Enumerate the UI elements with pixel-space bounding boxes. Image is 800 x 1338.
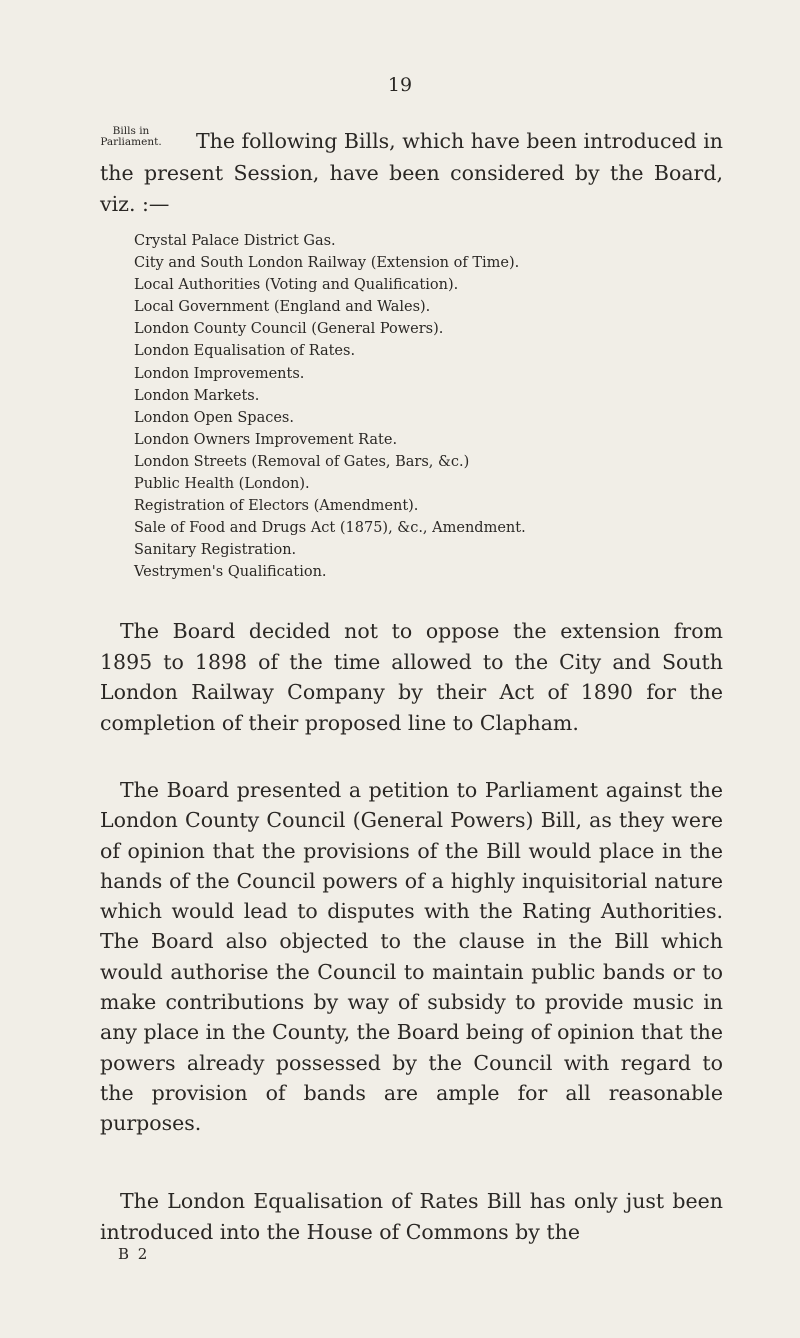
signature-mark: B 2 — [118, 1245, 150, 1263]
list-item: London County Council (General Powers). — [134, 321, 444, 338]
page-number: 19 — [387, 74, 413, 96]
list-item: London Markets. — [134, 387, 260, 404]
paragraph-county-council-petition: The Board presented a petition to Parliament against the London County Council (General Powers) Bill, as they were of opinion that the provisions of the Bill would place in the hands of the Council powers of a highly inquisitorial nature which would lead to disputes with the Rating Authorities. The Board also objected to the clause in the Bill which would authorise the Council to maintain public bands or to make contributions by way of subsidy to provide music in any place in the County, the Board being of opinion that the powers already possessed by the Council with regard to the provision of bands are ample for all reasonable purposes. — [100, 778, 723, 1136]
intro-paragraph — [100, 126, 723, 221]
intro-text: The following Bills, which have been introduced in the present Session, have been considered by the Board, viz. :— — [100, 129, 723, 216]
list-item: London Equalisation of Rates. — [134, 343, 356, 360]
list-item: Local Government (England and Wales). — [134, 299, 431, 316]
list-item: Crystal Palace District Gas. — [134, 233, 336, 249]
list-item: City and South London Railway (Extension of Time). — [134, 255, 520, 272]
margin-note: Bills in Parliament. — [100, 125, 162, 148]
list-item: Sale of Food and Drugs Act (1875), &c., Amendment. — [134, 520, 526, 537]
paragraph-railway-extension: The Board decided not to oppose the extension from 1895 to 1898 of the time allowed to the City and South London Railway Company by their Act of 1890 for the completion of their proposed line to Clapham. — [100, 619, 723, 735]
list-item: Local Authorities (Voting and Qualification). — [134, 277, 459, 294]
paragraph-equalisation-of-rates: The London Equalisation of Rates Bill has only just been introduced into the House of Commons by the — [100, 1189, 723, 1244]
list-item: London Owners Improvement Rate. — [134, 431, 398, 448]
list-item: London Improvements. — [134, 365, 305, 382]
list-item: Sanitary Registration. — [134, 542, 297, 559]
list-item: Public Health (London). — [134, 476, 310, 493]
list-item: London Streets (Removal of Gates, Bars, &c.) — [134, 453, 470, 470]
list-item: Registration of Electors (Amendment). — [134, 498, 419, 515]
list-item: London Open Spaces. — [134, 409, 294, 426]
list-item: Vestrymen's Qualification. — [134, 564, 327, 581]
bill-list — [134, 230, 526, 584]
